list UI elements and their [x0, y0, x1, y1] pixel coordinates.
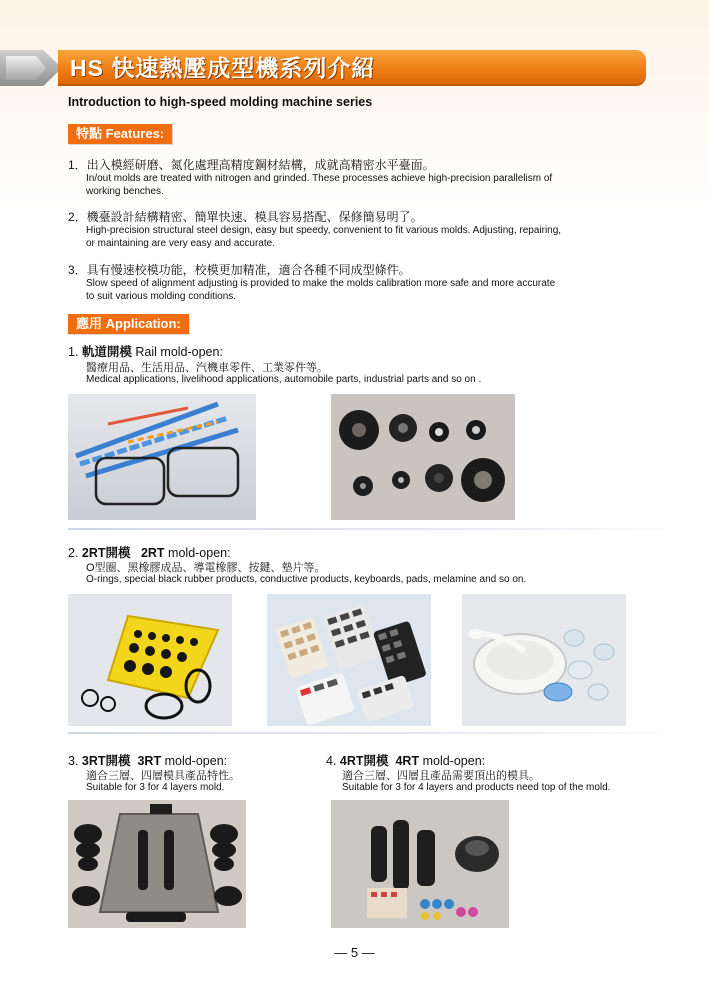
rt3-zh: 3RT開模: [81, 754, 131, 768]
section-divider-2: [68, 732, 693, 734]
features-label: 特點 Features:: [68, 124, 172, 144]
rt2-line1: O型圈、黑橡膠成品、導電橡膠、按鍵、墊片等。: [86, 562, 326, 574]
section-divider-1: [68, 528, 693, 530]
rt3-line1: 適合三層、四層模具產品特性。: [86, 770, 240, 782]
rt2-photo-keypads: [267, 594, 431, 726]
rt4-photo-products: [331, 800, 509, 928]
rt2-en-bold: 2RT: [140, 546, 165, 560]
feature-3-title: 3．具有慢速校模功能，校模更加精准，適合各種不同成型條件。: [68, 263, 411, 277]
feature-2-title: 2．機臺設計結構精密、簡單快速、模具容易搭配、保修簡易明了。: [68, 210, 423, 224]
page-number: — 5 —: [334, 945, 375, 960]
rail-zh: 軌道開模: [81, 345, 132, 359]
rt4-en-bold: 4RT: [395, 754, 420, 768]
rt4-line1: 適合三層、四層且產品需要頂出的模具。: [342, 770, 540, 782]
rt4-num: 4.: [326, 754, 340, 768]
feature-3-line1: Slow speed of alignment adjusting is provided to make the molds calibration more safe and more accurate: [86, 278, 556, 289]
rt3-photo-bellows: [68, 800, 246, 928]
rt3-en: mold-open:: [161, 754, 228, 768]
rt3-line2: Suitable for 3 for 4 layers mold.: [86, 782, 225, 793]
rt2-en: mold-open:: [164, 546, 231, 560]
rail-heading: [68, 342, 223, 360]
rt4-line2: Suitable for 3 for 4 layers and products need top of the mold.: [342, 782, 611, 793]
feature-2-line2: or maintaining are very easy and accurate.: [86, 238, 275, 249]
rail-photo-strips: [68, 394, 256, 520]
rt4-zh: 4RT開模: [339, 754, 389, 768]
rail-num: 1.: [68, 345, 82, 359]
feature-1-line1: In/out molds are treated with nitrogen and grinded. These processes achieve high-precision parallelism of: [86, 173, 553, 184]
rt3-num: 3.: [68, 754, 82, 768]
feature-3-line2: to suit various molding conditions.: [86, 291, 237, 302]
rt2-zh: 2RT開模: [81, 546, 131, 560]
page-title: HS 快速熱壓成型機系列介紹: [70, 55, 376, 81]
rt2-num: 2.: [68, 546, 82, 560]
rail-photo-seals: [331, 394, 515, 520]
rt3-en-bold: 3RT: [137, 754, 162, 768]
feature-1-title: 1．出入模經研磨、氮化處理高精度鋼材結構，成就高精密水平臺面。: [68, 158, 435, 172]
feature-2-desc: [86, 224, 606, 250]
rt2-line2: O-rings, special black rubber products, conductive products, keyboards, pads, melamine and so on.: [86, 574, 527, 585]
rt2-photo-orings: [68, 594, 232, 726]
feature-3-desc: [86, 277, 606, 303]
rail-line2: Medical applications, livelihood applications, automobile parts, industrial parts and so on .: [86, 374, 482, 385]
feature-2-line1: High-precision structural steel design, easy but speedy, convenient to fit various molds. Adjusting, repairing,: [86, 225, 562, 236]
rt2-photo-melamine: [462, 594, 626, 726]
application-label: 應用 Application:: [68, 314, 189, 334]
feature-1-line2: working benches.: [86, 186, 164, 197]
feature-1-desc: [86, 172, 606, 198]
rail-en: Rail mold-open:: [131, 345, 223, 359]
rail-line1: 醫療用品、生活用品、汽機車零件、工業零件等。: [86, 362, 328, 374]
rt4-en: mold-open:: [419, 754, 486, 768]
page-subtitle: Introduction to high-speed molding machine series: [68, 95, 373, 109]
